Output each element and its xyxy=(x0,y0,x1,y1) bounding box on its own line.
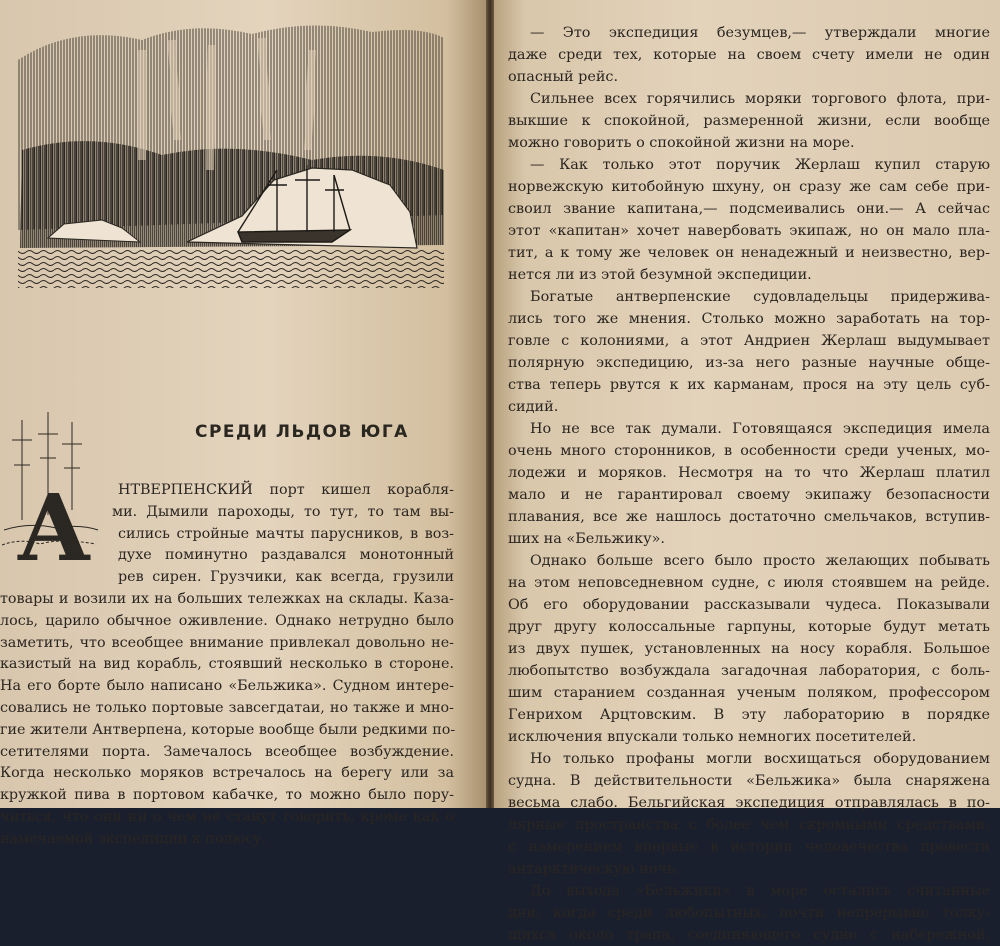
right-text-line: говле с колониями, а этот Андриен Жерлаш выдумывает xyxy=(508,333,990,349)
right-text-line: шим старанием созданная ученым поляком, профессором xyxy=(508,685,990,701)
right-text-line: До выхода «Бельжики» в море остались считанные xyxy=(530,883,990,899)
right-text-line: полярную экспедицию, из-за него разные научные обще- xyxy=(508,355,990,371)
right-text-line: антарктическую ночь. xyxy=(508,861,680,877)
left-text-line: Когда несколько моряков встречалось на берегу или за xyxy=(0,765,454,782)
right-text-line: нется ли из этой безумной экспедиции. xyxy=(508,267,812,283)
right-text-line: с намерением впервые в истории человечества провести xyxy=(508,839,990,855)
right-text-line: Однако больше всего было просто желающих побывать xyxy=(530,553,990,569)
right-text-line: Об его оборудовании рассказывали чудеса. Показывали xyxy=(508,597,990,613)
right-text-line: плавания, все же нашлось достаточно смельчаков, вступив- xyxy=(508,509,990,525)
right-text-line: своил звание капитана,— подсмеивались они.— А сейчас xyxy=(508,201,990,217)
left-text-line: совались не только портовые завсегдатаи, но также и мно- xyxy=(0,699,454,716)
left-text-line: духе поминутно раздавался монотонный xyxy=(118,547,454,564)
right-text-line: тит, а к тому же человек он ненадежный и неизвестно, вер- xyxy=(508,245,990,261)
left-text-line: НТВЕРПЕНСКИЙ порт кишел корабля- xyxy=(118,482,454,498)
drop-cap-letter: А xyxy=(16,474,92,582)
left-text-line: кружкой пива в портовом кабачке, то можно было пору- xyxy=(0,787,454,804)
right-text-line: судна. В действительности «Бельжика» была снаряжена xyxy=(508,773,990,789)
right-text-line: мало и не гарантировал своему экипажу безопасности xyxy=(508,487,990,503)
left-text-line: ми. Дымили пароходы, то тут, то там вы- xyxy=(112,503,454,520)
right-text-line: дни, когда среди любопытных, почти непрерывно толку- xyxy=(508,905,990,921)
right-text-line: Но только профаны могли восхищаться оборудованием xyxy=(530,751,990,767)
left-text-line: намечаемой экспедиции к полюсу. xyxy=(0,830,267,847)
right-text-line: выкшие к спокойной, размеренной жизни, если вообще xyxy=(508,113,990,129)
right-text-line: Сильнее всех горячились моряки торгового флота, при- xyxy=(530,91,990,107)
right-text-line: ших на «Бельжику». xyxy=(508,531,665,547)
left-text-line: заметить, что всеобщее внимание привлекал довольно не- xyxy=(0,634,454,651)
left-text-line: гие жители Антверпена, которые вообще были редкими по- xyxy=(0,721,456,738)
right-text-line: любопытство возбуждала загадочная лаборатория, с боль- xyxy=(508,663,990,679)
left-text-line: рев сирен. Грузчики, как всегда, грузили xyxy=(118,569,454,586)
right-text-line: опасный рейс. xyxy=(508,69,619,85)
right-text-line: этот «капитан» хочет навербовать экипаж, но он мало пла- xyxy=(508,223,990,239)
left-text-line: читься, что они ни о чем не станут говорить, кроме как о xyxy=(0,808,454,825)
right-page xyxy=(494,0,1000,943)
right-text-line: Генрихом Арцтовским. В эту лабораторию в порядке xyxy=(508,707,990,723)
book-gutter xyxy=(486,0,494,808)
right-text-line: из двух пушек, установленных на носу корабля. Большое xyxy=(508,641,990,657)
right-text-line: лярные пространства с более чем скромными средствами, xyxy=(508,817,990,833)
right-text-line: на этом неповседневном судне, с июля стоявшем на рейде. xyxy=(508,575,990,591)
left-page xyxy=(0,0,486,847)
right-text-line: — Это экспедиция безумцев,— утверждали многие xyxy=(530,25,990,41)
right-text-line: ства теперь рвутся к их карманам, прося на эту цель суб- xyxy=(508,377,990,393)
aurora-ship-illustration xyxy=(12,20,450,290)
chapter-title: СРЕДИ ЛЬДОВ ЮГА xyxy=(195,422,409,442)
right-text-line: даже среди тех, которые на своем счету имели не один xyxy=(508,47,990,63)
left-text-line: сетителями порта. Замечалось всеобщее возбуждение. xyxy=(0,743,454,760)
right-body-text xyxy=(508,22,990,946)
right-text-line: лись того же мнения. Столько можно заработать на тор- xyxy=(508,311,990,327)
right-text-line: — Как только этот поручик Жерлаш купил старую xyxy=(530,157,990,173)
left-text-line: лось, царило обычное оживление. Однако нетрудно было xyxy=(0,612,454,629)
right-text-line: сидий. xyxy=(508,399,559,415)
right-text-line: очень много сторонников, в особенности среди ученых, мо- xyxy=(508,443,990,459)
right-text-line: Но не все так думали. Готовящаяся экспедиция имела xyxy=(530,421,990,437)
left-text-line: На его борте было написано «Бельжика». Судном интере- xyxy=(0,678,454,695)
right-text-line: Богатые антверпенские судовладельцы придерживa- xyxy=(530,289,990,305)
right-text-line: весьма слабо. Бельгийская экспедиция отправлялась в по- xyxy=(508,795,990,811)
right-text-line: исключения впускали только немногих посетителей. xyxy=(508,729,917,745)
right-text-line: можно говорить о спокойной жизни на море. xyxy=(508,135,855,151)
left-body-text xyxy=(0,480,454,851)
right-text-line: друг другу колоссальные гарпуны, которые будут метать xyxy=(508,619,990,635)
left-text-line: сились стройные мачты парусников, в воз- xyxy=(118,525,454,542)
left-text-line: товары и возили их на больших тележках на склады. Каза- xyxy=(0,590,454,607)
right-text-line: лодежи и моряков. Несмотря на то что Жерлаш платил xyxy=(508,465,990,481)
right-text-line: щихся около трапа, соединяющего судно с набережной, xyxy=(508,927,990,943)
right-text-line: норвежскую китобойную шхуну, он сразу же сам себе при- xyxy=(508,179,990,195)
left-text-line: казистый на вид корабль, стоявший несколько в стороне. xyxy=(0,656,454,673)
